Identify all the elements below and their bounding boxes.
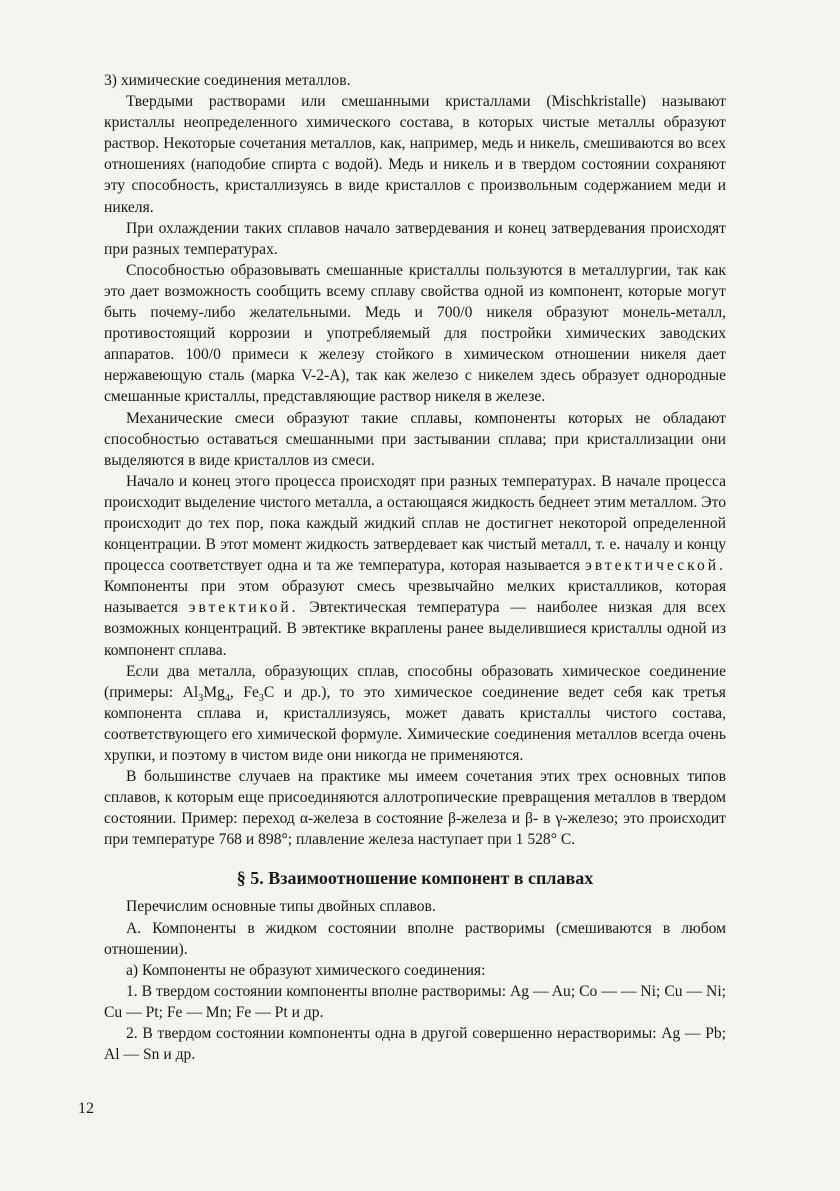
term-eutectic: эвтектикой. xyxy=(188,599,299,617)
page-number: 12 xyxy=(78,1100,94,1117)
percent-sign: 0/0 xyxy=(452,304,473,322)
paragraph-types-intro: Перечислим основные типы двойных сплавов. xyxy=(126,898,436,916)
section-heading: § 5. Взаимоотношение компонент в сплавах xyxy=(236,868,594,889)
paragraph-type-a-a-1: 1. В твердом состоянии компоненты вполне растворимы: Ag — Au; Co — — Ni; Cu — Ni; Cu — Pt; Fe — Mn; Fe — Pt и др. xyxy=(104,982,726,1021)
body-text xyxy=(104,70,726,1065)
paragraph-mechanical-mixtures: Механические смеси образуют такие сплавы, компоненты которых не обладают способностью оставаться смешанными при застывании сплава; при кристаллизации они выделяются в виде кристаллов из смеси. xyxy=(104,409,726,469)
paragraph-cooling: При охлаждении таких сплавов начало затвердевания и конец затвердевания происходят при разных температурах. xyxy=(104,219,726,258)
paragraph-type-a-a-2: 2. В твердом состоянии компоненты одна в другой совершенно нерастворимы: Ag — Pb; Al — Sn и др. xyxy=(104,1025,726,1064)
paragraph-type-a: А. Компоненты в жидком состоянии вполне растворимы (смешиваются в любом отношении). xyxy=(104,919,726,958)
paragraph-type-a-a: а) Компоненты не образуют химического соединения: xyxy=(126,961,486,979)
term-eutectic-temperature: эвтектической. xyxy=(585,557,726,575)
paragraph-chemical-compounds: Если два металла, образующих сплав, способны образовать химическое соединение (примеры: $Al_3Mg_4$, $Fe_3C$ и др.), то это химическое соединение ведет себя как третья компонента сплава и, кристаллизуясь, может давать кристаллы чистого состава, соответствующего его химической формуле. Химические соединения металлов всегда очень хрупки, и поэтому в чистом виде они никогда не применяются. xyxy=(104,662,726,764)
paragraph-eutectic: Начало и конец этого процесса происходят при разных температурах. В начале процесса происходит выделение чистого металла, а остающаяся жидкость беднеет этим металлом. Это происходит до тех пор, пока каждый жидкий сплав не достигнет некоторой определенной концентрации. В этот момент жидкость затвердевает как чистый металл, т. е. началу и концу процесса соответствует одна и та же температура, которая называется эвтектической. Компоненты при этом образуют смесь чрезвычайно мелких кристалликов, которая называется эвтектикой. Эвтектическая температура — наиболее низкая для всех возможных концентраций. В эвтектике вкраплены ранее выделившиеся кристаллы одной из компонент сплава. xyxy=(104,472,726,659)
paragraph-solid-solutions: Твердыми растворами или смешанными кристаллами (Mischkristalle) называют кристаллы неопределенного химического состава, в которых чистые металлы образуют раствор. Некоторые сочетания металлов, как, например, медь и никель, смешиваются во всех отношениях (наподобие спирта с водой). Медь и никель и в твердом состоянии сохраняют эту способность, кристаллизуясь в виде кристаллов с произвольным содержанием меди и никеля. xyxy=(104,93,726,216)
paragraph-allotropic: В большинстве случаев на практике мы имеем сочетания этих трех основных типов сплавов, к которым еще присоединяются аллотропические превращения металлов в твердом состоянии. Пример: переход α-железа в состояние β-железа и β- в γ-железо; это происходит при температуре 768 и 898°; плавление железа наступает при 1 528° C. xyxy=(104,768,726,849)
list-item-3: 3) химические соединения металлов. xyxy=(104,72,351,89)
paragraph-metallurgy: Способностью образовывать смешанные кристаллы пользуются в металлургии, так как это дает возможность сообщить всему сплаву свойства одной из компонент, которые могут быть почему-либо желательными. Медь и 700/0 никеля образуют монель-металл, противостоящий коррозии и употребляемый для постройки химических заводских аппаратов. 100/0 примеси к железу стойкого в химическом отношении никеля дает нержавеющую сталь (марка V-2-A), так как железо с никелем здесь образует однородные смешанные кристаллы, представляющие раствор никеля в железе. xyxy=(104,261,726,406)
